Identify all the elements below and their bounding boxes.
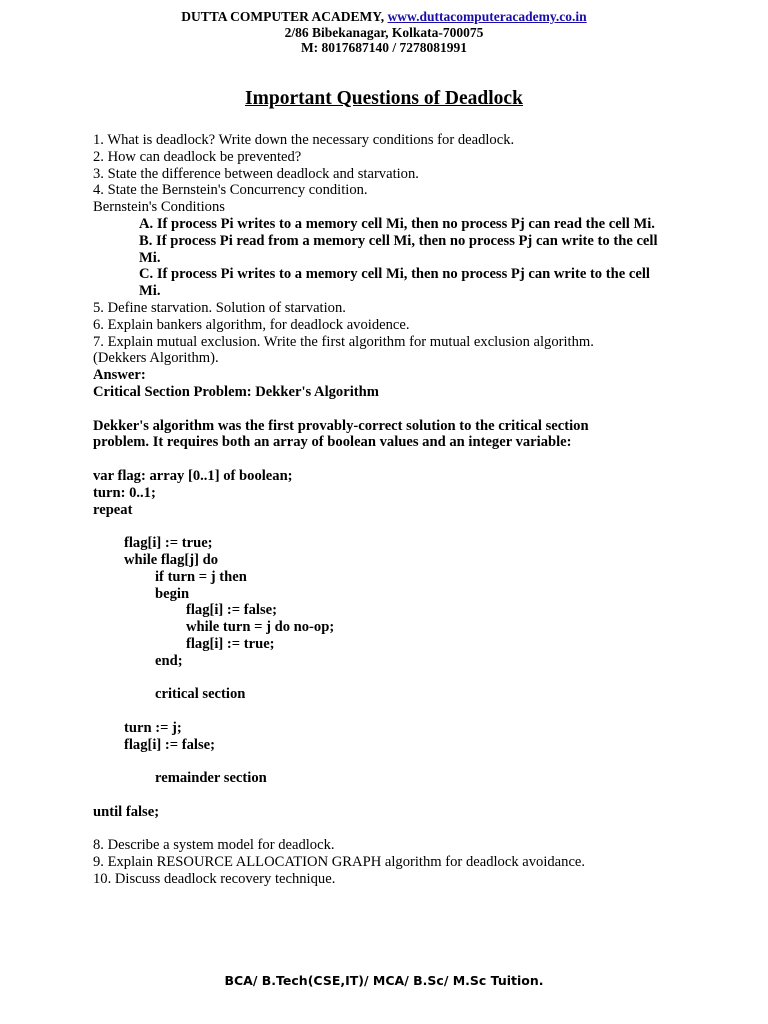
code-line: while flag[j] do <box>124 551 219 568</box>
question-7: 7. Explain mutual exclusion. Write the first algorithm for mutual exclusion algorithm. <box>93 333 594 350</box>
question-7-continued: (Dekkers Algorithm). <box>93 350 219 367</box>
bernstein-condition-c: C. If process Pi writes to a memory cell Mi, then no process Pj can write to the cell Mi. <box>139 266 650 300</box>
footer: BCA/ B.Tech(CSE,IT)/ MCA/ B.Sc/ M.Sc Tuition. <box>224 973 544 988</box>
code-line: flag[i] := false; <box>124 736 215 753</box>
question-5: 5. Define starvation. Solution of starvation. <box>93 299 346 316</box>
code-line: critical section <box>155 686 246 703</box>
question-2: 2. How can deadlock be prevented? <box>93 148 302 165</box>
spacer <box>93 821 693 838</box>
code-block <box>93 468 693 821</box>
question-10: 10. Discuss deadlock recovery technique. <box>93 871 336 888</box>
code-line: flag[i] := false; <box>186 602 277 619</box>
spacer <box>93 670 693 687</box>
academy-line <box>0 9 768 25</box>
page-title: Important Questions of Deadlock <box>245 88 523 109</box>
code-line: if turn = j then <box>155 568 247 585</box>
code-line: repeat <box>93 501 133 518</box>
question-3: 3. State the difference between deadlock and starvation. <box>93 165 419 182</box>
spacer <box>93 787 693 804</box>
academy-name: DUTTA COMPUTER ACADEMY, <box>181 9 388 24</box>
code-line: until false; <box>93 803 160 820</box>
spacer <box>93 401 693 418</box>
bernstein-condition-a: A. If process Pi writes to a memory cell Mi, then no process Pj can read the cell Mi. <box>139 215 655 232</box>
document-body <box>93 132 693 888</box>
code-line: turn := j; <box>124 719 182 736</box>
question-4: 4. State the Bernstein's Concurrency condition. <box>93 182 368 199</box>
question-1: 1. What is deadlock? Write down the necessary conditions for deadlock. <box>93 132 515 148</box>
answer-heading: Critical Section Problem: Dekker's Algorithm <box>93 383 379 400</box>
bernstein-heading: Bernstein's Conditions <box>93 199 225 216</box>
code-line: var flag: array [0..1] of boolean; <box>93 467 293 484</box>
website-link[interactable]: www.duttacomputeracademy.co.in <box>387 9 587 24</box>
code-line: turn: 0..1; <box>93 484 156 501</box>
answer-label: Answer: <box>93 367 146 384</box>
code-line: flag[i] := true; <box>186 635 275 652</box>
spacer <box>93 518 693 535</box>
question-9: 9. Explain RESOURCE ALLOCATION GRAPH algorithm for deadlock avoidance. <box>93 854 586 871</box>
spacer <box>93 753 693 770</box>
code-line: flag[i] := true; <box>124 535 213 552</box>
answer-intro-line-2: problem. It requires both an array of boolean values and an integer variable: <box>93 434 572 451</box>
phone: M: 8017687140 / 7278081991 <box>300 40 468 55</box>
header <box>0 9 768 56</box>
answer-intro-line-1: Dekker's algorithm was the first provably-correct solution to the critical section <box>93 417 589 434</box>
question-6: 6. Explain bankers algorithm, for deadlock avoidence. <box>93 316 410 333</box>
code-line: begin <box>155 585 190 602</box>
address: 2/86 Bibekanagar, Kolkata-700075 <box>284 24 484 40</box>
question-8: 8. Describe a system model for deadlock. <box>93 837 335 854</box>
bernstein-condition-b: B. If process Pi read from a memory cell Mi, then no process Pj can write to the cell Mi. <box>139 232 658 266</box>
code-line: end; <box>155 652 183 669</box>
code-line: remainder section <box>155 770 267 787</box>
code-line: while turn = j do no-op; <box>186 619 335 636</box>
spacer <box>93 703 693 720</box>
spacer <box>93 451 693 468</box>
